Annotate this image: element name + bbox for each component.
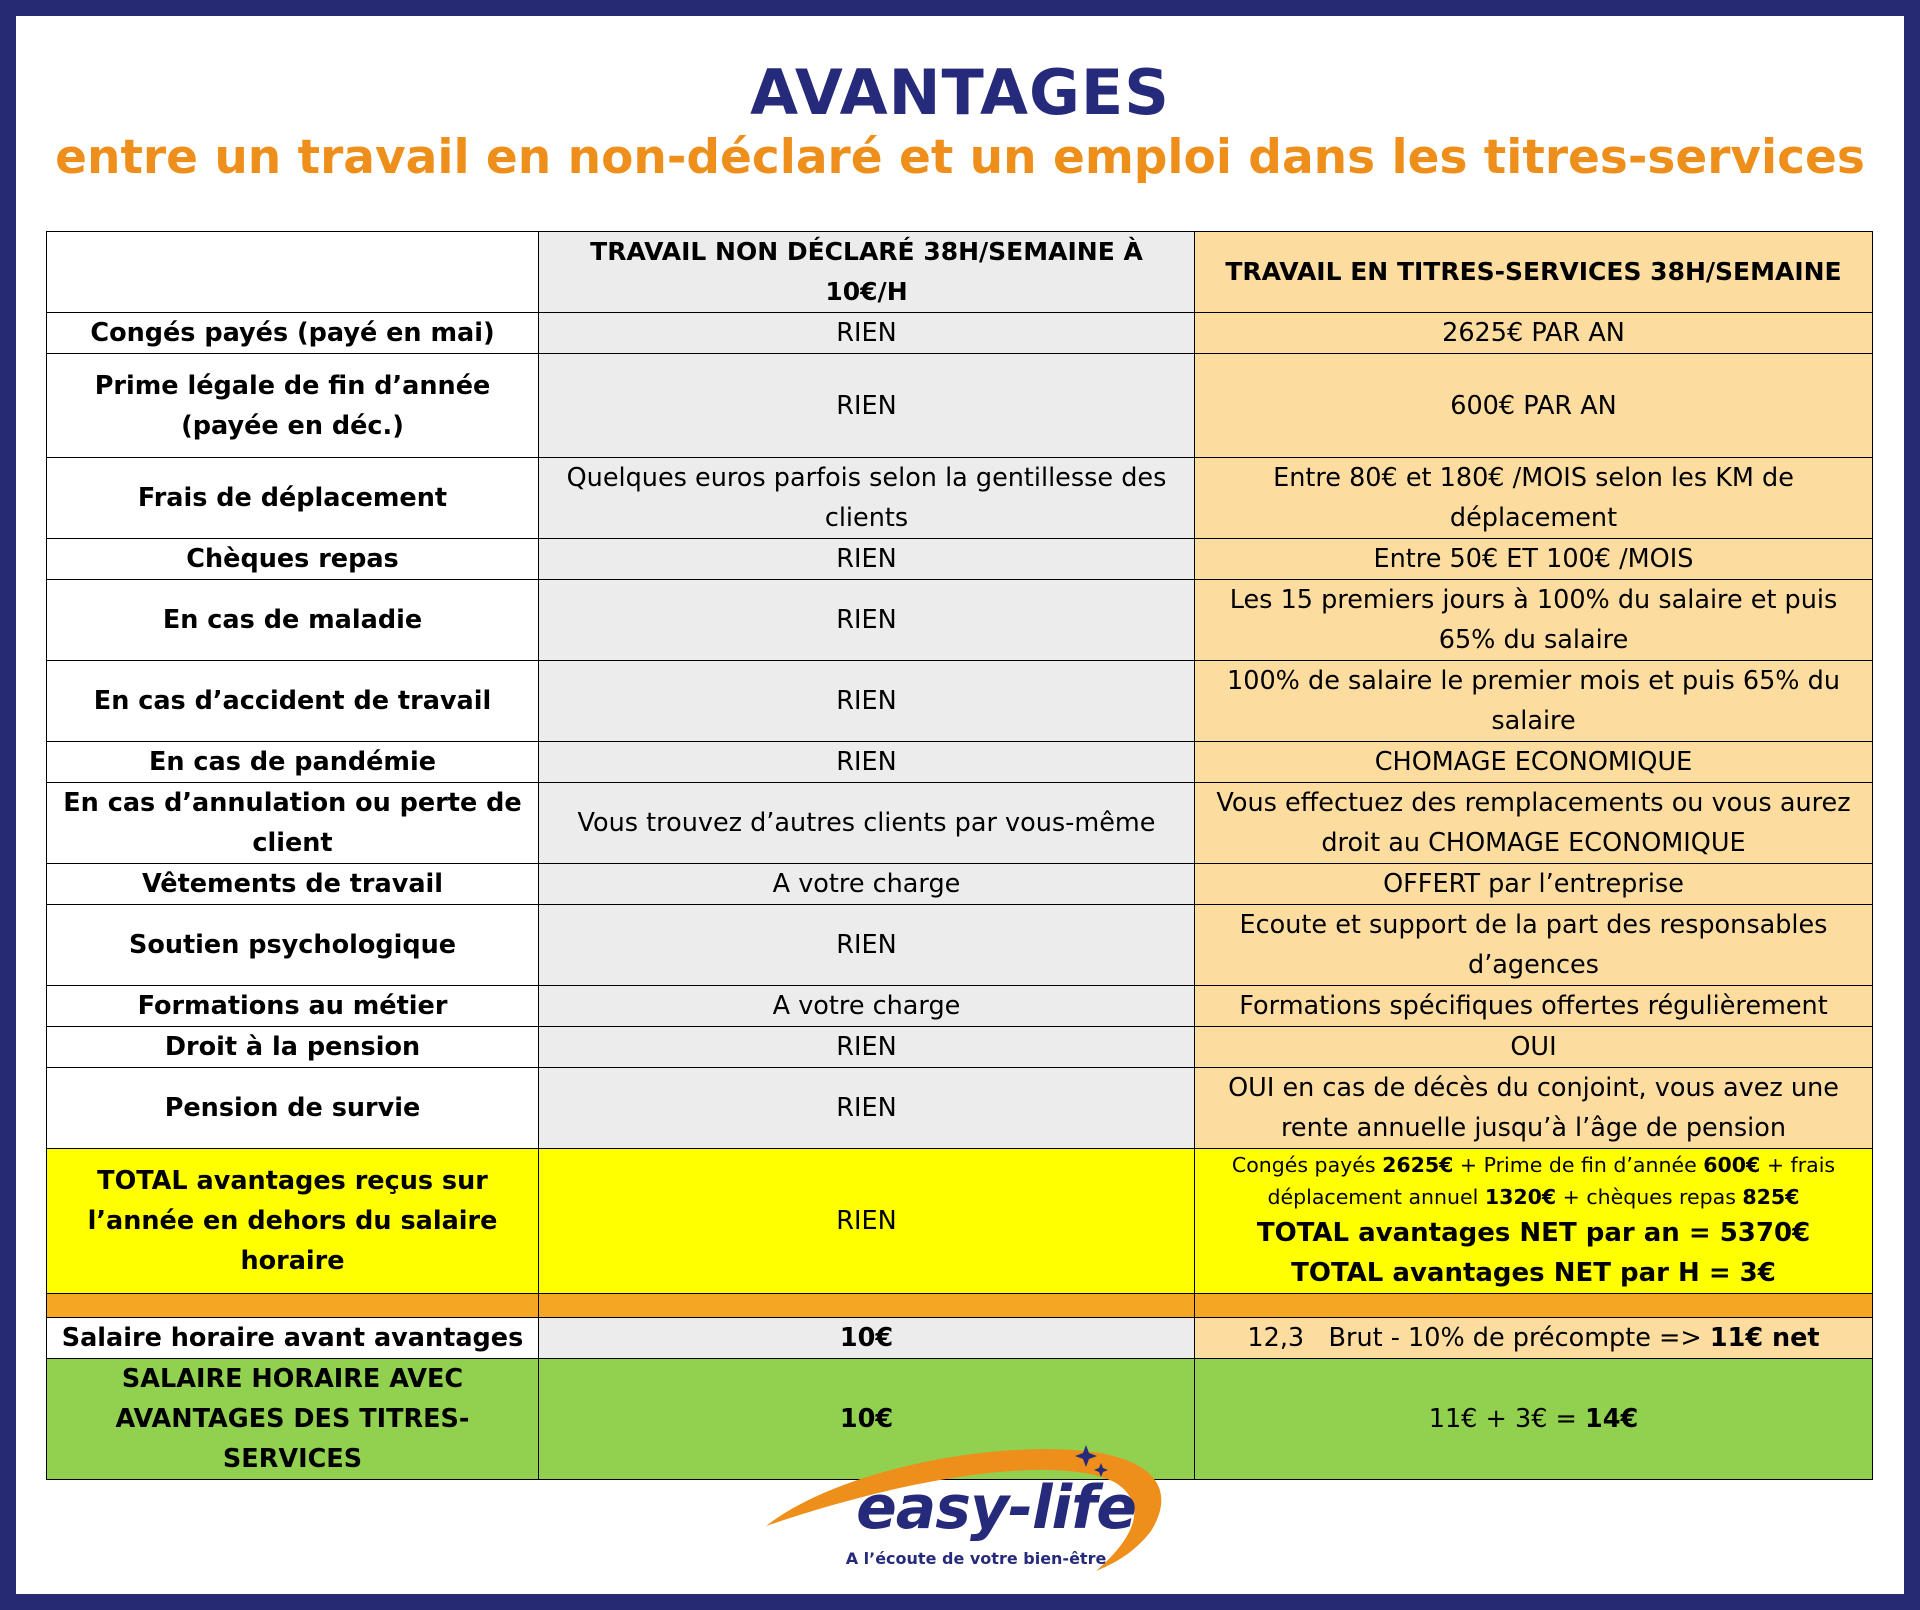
non-declare-cell: A votre charge: [539, 864, 1195, 905]
table-row: [47, 313, 1873, 354]
breakdown-text: Congés payés: [1231, 1153, 1383, 1177]
non-declare-cell: RIEN: [539, 580, 1195, 661]
titres-services-cell: Formations spécifiques offertes régulièrement: [1195, 986, 1873, 1027]
total-breakdown: [1203, 1149, 1864, 1213]
table-row: [47, 1068, 1873, 1149]
row-label: Frais de déplacement: [47, 458, 539, 539]
table-row: [47, 783, 1873, 864]
non-declare-cell: RIEN: [539, 1027, 1195, 1068]
header-label-cell: [47, 232, 539, 313]
avec-label: SALAIRE HORAIRE AVEC AVANTAGES DES TITRES-SERVICES: [47, 1359, 539, 1480]
avec-text: 11€ + 3€ =: [1428, 1404, 1586, 1434]
header-non-declare: TRAVAIL NON DÉCLARÉ 38H/SEMAINE À 10€/H: [539, 232, 1195, 313]
row-label: Soutien psychologique: [47, 905, 539, 986]
total-row: [47, 1149, 1873, 1294]
spacer-cell: [539, 1294, 1195, 1318]
salaire-text: 12,3 Brut - 10% de précompte =>: [1247, 1323, 1710, 1353]
table-row: [47, 580, 1873, 661]
row-label: Vêtements de travail: [47, 864, 539, 905]
breakdown-value: 2625€: [1382, 1153, 1454, 1177]
titres-services-cell: OFFERT par l’entreprise: [1195, 864, 1873, 905]
titres-services-cell: OUI en cas de décès du conjoint, vous avez une rente annuelle jusqu’à l’âge de pension: [1195, 1068, 1873, 1149]
row-label: Droit à la pension: [47, 1027, 539, 1068]
breakdown-value: 825€: [1742, 1185, 1800, 1209]
breakdown-value: 1320€: [1484, 1185, 1557, 1209]
total-net-per-hour: TOTAL avantages NET par H = 3€: [1291, 1258, 1776, 1288]
titres-services-cell: Vous effectuez des remplacements ou vous aurez droit au CHOMAGE ECONOMIQUE: [1195, 783, 1873, 864]
titres-services-cell: 100% de salaire le premier mois et puis 65% du salaire: [1195, 661, 1873, 742]
page-subtitle: entre un travail en non-déclaré et un emploi dans les titres-services: [55, 130, 1865, 185]
total-net-per-year: TOTAL avantages NET par an = 5370€: [1256, 1218, 1811, 1248]
non-declare-cell: RIEN: [539, 313, 1195, 354]
salaire-non-declare: 10€: [539, 1318, 1195, 1359]
salaire-row: [47, 1318, 1873, 1359]
titres-services-cell: Entre 50€ ET 100€ /MOIS: [1195, 539, 1873, 580]
avec-titres-services: [1195, 1359, 1873, 1480]
table-row: [47, 1027, 1873, 1068]
table-row: [47, 742, 1873, 783]
logo-wordmark: easy-life: [856, 1473, 1136, 1543]
non-declare-cell: A votre charge: [539, 986, 1195, 1027]
row-label: Pension de survie: [47, 1068, 539, 1149]
table-row: [47, 539, 1873, 580]
salaire-label: Salaire horaire avant avantages: [47, 1318, 539, 1359]
titres-services-cell: CHOMAGE ECONOMIQUE: [1195, 742, 1873, 783]
non-declare-cell: RIEN: [539, 905, 1195, 986]
breakdown-text: + Prime de fin d’année: [1453, 1153, 1704, 1177]
table-row: [47, 986, 1873, 1027]
titres-services-cell: Ecoute et support de la part des responsables d’agences: [1195, 905, 1873, 986]
table-row: [47, 354, 1873, 458]
total-titres-services: [1195, 1149, 1873, 1294]
non-declare-cell: RIEN: [539, 539, 1195, 580]
breakdown-value: 600€: [1703, 1153, 1761, 1177]
non-declare-cell: Vous trouvez d’autres clients par vous-même: [539, 783, 1195, 864]
page-header: [16, 16, 1904, 188]
row-label: En cas de maladie: [47, 580, 539, 661]
non-declare-cell: RIEN: [539, 354, 1195, 458]
header-titres-services: TRAVAIL EN TITRES-SERVICES 38H/SEMAINE: [1195, 232, 1873, 313]
avec-total: 14€: [1585, 1404, 1639, 1434]
non-declare-cell: RIEN: [539, 1068, 1195, 1149]
row-label: En cas d’accident de travail: [47, 661, 539, 742]
spacer-cell: [47, 1294, 539, 1318]
row-label: Prime légale de fin d’année (payée en déc.): [47, 354, 539, 458]
spacer-row: [47, 1294, 1873, 1318]
titres-services-cell: Entre 80€ et 180€ /MOIS selon les KM de déplacement: [1195, 458, 1873, 539]
page-title: AVANTAGES: [750, 56, 1170, 129]
table-row: [47, 864, 1873, 905]
table-row: [47, 661, 1873, 742]
total-non-declare: RIEN: [539, 1149, 1195, 1294]
total-label: TOTAL avantages reçus sur l’année en dehors du salaire horaire: [47, 1149, 539, 1294]
spacer-cell: [1195, 1294, 1873, 1318]
comparison-table: [46, 231, 1873, 1480]
non-declare-cell: RIEN: [539, 742, 1195, 783]
row-label: En cas de pandémie: [47, 742, 539, 783]
row-label: Formations au métier: [47, 986, 539, 1027]
titres-services-cell: 2625€ PAR AN: [1195, 313, 1873, 354]
breakdown-text: + frais déplacement annuel: [1267, 1153, 1836, 1209]
non-declare-cell: RIEN: [539, 661, 1195, 742]
table-row: [47, 905, 1873, 986]
non-declare-cell: Quelques euros parfois selon la gentillesse des clients: [539, 458, 1195, 539]
titres-services-cell: Les 15 premiers jours à 100% du salaire et puis 65% du salaire: [1195, 580, 1873, 661]
avec-non-declare: 10€: [539, 1359, 1195, 1480]
table-header-row: [47, 232, 1873, 313]
salaire-titres-services: [1195, 1318, 1873, 1359]
breakdown-text: + chèques repas: [1556, 1185, 1743, 1209]
row-label: En cas d’annulation ou perte de client: [47, 783, 539, 864]
titres-services-cell: 600€ PAR AN: [1195, 354, 1873, 458]
salaire-net: 11€ net: [1709, 1323, 1820, 1353]
titres-services-cell: OUI: [1195, 1027, 1873, 1068]
table-row: [47, 458, 1873, 539]
logo-tagline: A l’écoute de votre bien-être: [845, 1549, 1107, 1568]
row-label: Chèques repas: [47, 539, 539, 580]
row-label: Congés payés (payé en mai): [47, 313, 539, 354]
easy-life-logo: [756, 1431, 1196, 1581]
